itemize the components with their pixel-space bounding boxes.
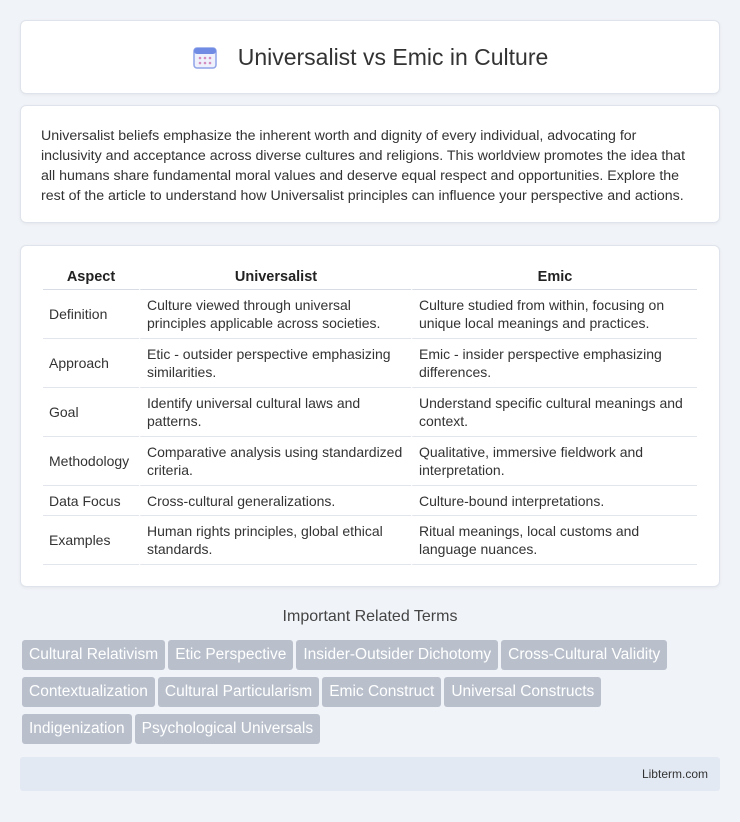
row-aspect: Approach (43, 339, 139, 388)
header-universalist: Universalist (139, 262, 411, 290)
related-term-tag[interactable]: Cultural Particularism (158, 677, 319, 707)
related-terms-title: Important Related Terms (282, 608, 458, 625)
table-row (43, 516, 697, 565)
related-term-tag[interactable]: Universal Constructs (444, 677, 601, 707)
calendar-icon (192, 44, 218, 70)
row-universalist: Culture viewed through universal principles applicable across societies. (139, 290, 411, 339)
related-term-tag[interactable]: Etic Perspective (168, 640, 293, 670)
related-term-tag[interactable]: Contextualization (22, 677, 155, 707)
row-emic: Culture studied from within, focusing on unique local meanings and practices. (411, 290, 697, 339)
table-row (43, 290, 697, 339)
footer-site-link[interactable]: Libterm.com (641, 767, 708, 781)
row-emic: Ritual meanings, local customs and language nuances. (411, 516, 697, 565)
comparison-table-card (20, 245, 720, 587)
row-universalist: Identify universal cultural laws and patterns. (139, 388, 411, 437)
related-term-tag[interactable]: Cross-Cultural Validity (501, 640, 667, 670)
row-aspect: Data Focus (43, 486, 139, 516)
row-emic: Qualitative, immersive fieldwork and interpretation. (411, 437, 697, 486)
row-aspect: Definition (43, 290, 139, 339)
table-row (43, 437, 697, 486)
intro-text: Universalist beliefs emphasize the inherent worth and dignity of every individual, advocating for inclusivity and acceptance across diverse cultures and religions. This worldview promotes the idea that all humans share fundamental moral values and deserve equal respect and opportunities. Explore the rest of the article to understand how Universalist principles can influence your perspective and actions. (41, 128, 686, 204)
related-terms-list (22, 640, 722, 751)
row-aspect: Methodology (43, 437, 139, 486)
table-row (43, 339, 697, 388)
header-aspect: Aspect (43, 262, 139, 290)
page-title: Universalist vs Emic in Culture (237, 43, 549, 70)
related-term-tag[interactable]: Insider-Outsider Dichotomy (296, 640, 498, 670)
row-universalist: Etic - outsider perspective emphasizing similarities. (139, 339, 411, 388)
title-card (20, 20, 720, 94)
header-emic: Emic (411, 262, 697, 290)
table-header-row (43, 262, 697, 290)
related-term-tag[interactable]: Psychological Universals (135, 714, 320, 744)
related-term-tag[interactable]: Cultural Relativism (22, 640, 165, 670)
row-universalist: Human rights principles, global ethical standards. (139, 516, 411, 565)
row-emic: Emic - insider perspective emphasizing differences. (411, 339, 697, 388)
table-row (43, 486, 697, 516)
row-emic: Understand specific cultural meanings and context. (411, 388, 697, 437)
footer (20, 757, 720, 791)
intro-card (20, 105, 720, 223)
row-universalist: Cross-cultural generalizations. (139, 486, 411, 516)
row-aspect: Goal (43, 388, 139, 437)
row-emic: Culture-bound interpretations. (411, 486, 697, 516)
related-term-tag[interactable]: Indigenization (22, 714, 132, 744)
row-aspect: Examples (43, 516, 139, 565)
comparison-table (43, 262, 697, 565)
table-row (43, 388, 697, 437)
related-term-tag[interactable]: Emic Construct (322, 677, 441, 707)
row-universalist: Comparative analysis using standardized criteria. (139, 437, 411, 486)
